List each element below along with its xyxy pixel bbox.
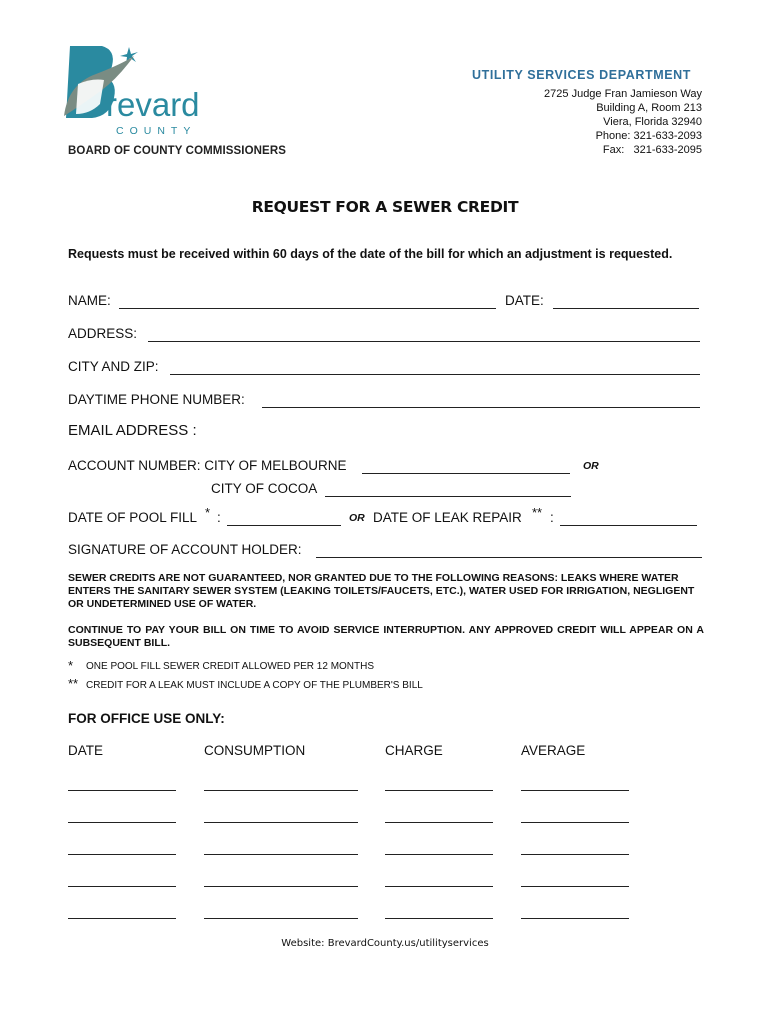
signature-field[interactable] [316, 557, 702, 558]
office-average-line[interactable] [521, 822, 629, 823]
office-col-consumption: CONSUMPTION [204, 743, 306, 758]
office-col-date: DATE [68, 743, 104, 758]
city-of-cocoa-label: CITY OF COCOA [211, 481, 318, 496]
office-consumption-line[interactable] [204, 822, 358, 823]
footnote-2-mark: ** [68, 676, 79, 691]
logo-wordmark: revard [106, 86, 200, 123]
pool-fill-date-field[interactable] [227, 525, 341, 526]
email-label: EMAIL ADDRESS : [68, 422, 197, 439]
account-number-label: ACCOUNT NUMBER: CITY OF MELBOURNE [68, 458, 347, 473]
pool-fill-asterisk: * [205, 505, 211, 520]
name-label: NAME: [68, 293, 111, 308]
department-name: UTILITY SERVICES DEPARTMENT [472, 68, 692, 82]
office-consumption-line[interactable] [204, 918, 358, 919]
office-date-line[interactable] [68, 918, 176, 919]
address-label: ADDRESS: [68, 326, 138, 341]
leak-repair-colon: : [550, 510, 554, 525]
footnote-2-text: CREDIT FOR A LEAK MUST INCLUDE A COPY OF THE PLUMBER'S BILL [86, 680, 423, 691]
office-date-line[interactable] [68, 886, 176, 887]
brevard-county-logo [62, 44, 212, 136]
leak-repair-asterisks: ** [532, 505, 543, 520]
cocoa-account-field[interactable] [325, 496, 571, 497]
leak-repair-label: DATE OF LEAK REPAIR [373, 510, 522, 525]
board-of-commissioners: BOARD OF COUNTY COMMISSIONERS [68, 145, 287, 157]
city-zip-field[interactable] [170, 374, 700, 375]
city-zip-label: CITY AND ZIP: [68, 359, 159, 374]
date-label: DATE: [505, 293, 544, 308]
pool-fill-colon: : [217, 510, 221, 525]
continue-paying-notice: CONTINUE TO PAY YOUR BILL ON TIME TO AVOID SERVICE INTERRUPTION. ANY APPROVED CREDIT WILL APPEAR ON A SUBSEQUENT BILL. [68, 624, 704, 649]
office-date-line[interactable] [68, 790, 176, 791]
office-consumption-line[interactable] [204, 790, 358, 791]
or-label-account: OR [583, 460, 599, 472]
date-field[interactable] [553, 308, 699, 309]
daytime-phone-label: DAYTIME PHONE NUMBER: [68, 392, 245, 407]
office-charge-line[interactable] [385, 790, 493, 791]
office-average-line[interactable] [521, 886, 629, 887]
office-consumption-line[interactable] [204, 886, 358, 887]
address-line-fax: Fax: 321-633-2095 [602, 144, 702, 156]
office-average-line[interactable] [521, 790, 629, 791]
daytime-phone-field[interactable] [262, 407, 700, 408]
office-col-average: AVERAGE [521, 743, 586, 758]
office-charge-line[interactable] [385, 854, 493, 855]
sewer-credit-disclaimer: SEWER CREDITS ARE NOT GUARANTEED, NOR GRANTED DUE TO THE FOLLOWING REASONS: LEAKS WHERE WATER ENTERS THE SANITARY SEWER SYSTEM (LEAKING TOILETS/FAUCETS, ETC.), WATER USED FOR IRRIGATION, NEGLIGENT OR UNDETERMINED USE OF WATER. [68, 572, 695, 610]
signature-label: SIGNATURE OF ACCOUNT HOLDER: [68, 542, 302, 557]
office-use-heading: FOR OFFICE USE ONLY: [68, 711, 225, 726]
address-line-phone: Phone: 321-633-2093 [595, 130, 702, 142]
address-line-street: 2725 Judge Fran Jamieson Way [544, 88, 702, 100]
address-field[interactable] [148, 341, 700, 342]
office-date-line[interactable] [68, 822, 176, 823]
website-footer: Website: BrevardCounty.us/utilityservices [281, 938, 489, 949]
office-average-line[interactable] [521, 854, 629, 855]
pool-fill-label: DATE OF POOL FILL [68, 510, 198, 525]
deadline-notice: Requests must be received within 60 days of the date of the bill for which an adjustment is requested. [68, 247, 673, 261]
office-average-line[interactable] [521, 918, 629, 919]
melbourne-account-field[interactable] [362, 473, 570, 474]
leak-repair-date-field[interactable] [560, 525, 697, 526]
logo-county: COUNTY [116, 125, 197, 136]
office-charge-line[interactable] [385, 886, 493, 887]
or-label-dates: OR [349, 512, 365, 524]
address-line-city: Viera, Florida 32940 [603, 116, 702, 128]
form-title: REQUEST FOR A SEWER CREDIT [251, 198, 519, 216]
office-consumption-line[interactable] [204, 854, 358, 855]
office-col-charge: CHARGE [385, 743, 443, 758]
office-charge-line[interactable] [385, 918, 493, 919]
name-field[interactable] [119, 308, 496, 309]
footnote-1-mark: * [68, 658, 74, 673]
office-date-line[interactable] [68, 854, 176, 855]
address-line-building: Building A, Room 213 [596, 102, 702, 114]
footnote-1-text: ONE POOL FILL SEWER CREDIT ALLOWED PER 12 MONTHS [86, 661, 375, 672]
office-charge-line[interactable] [385, 822, 493, 823]
